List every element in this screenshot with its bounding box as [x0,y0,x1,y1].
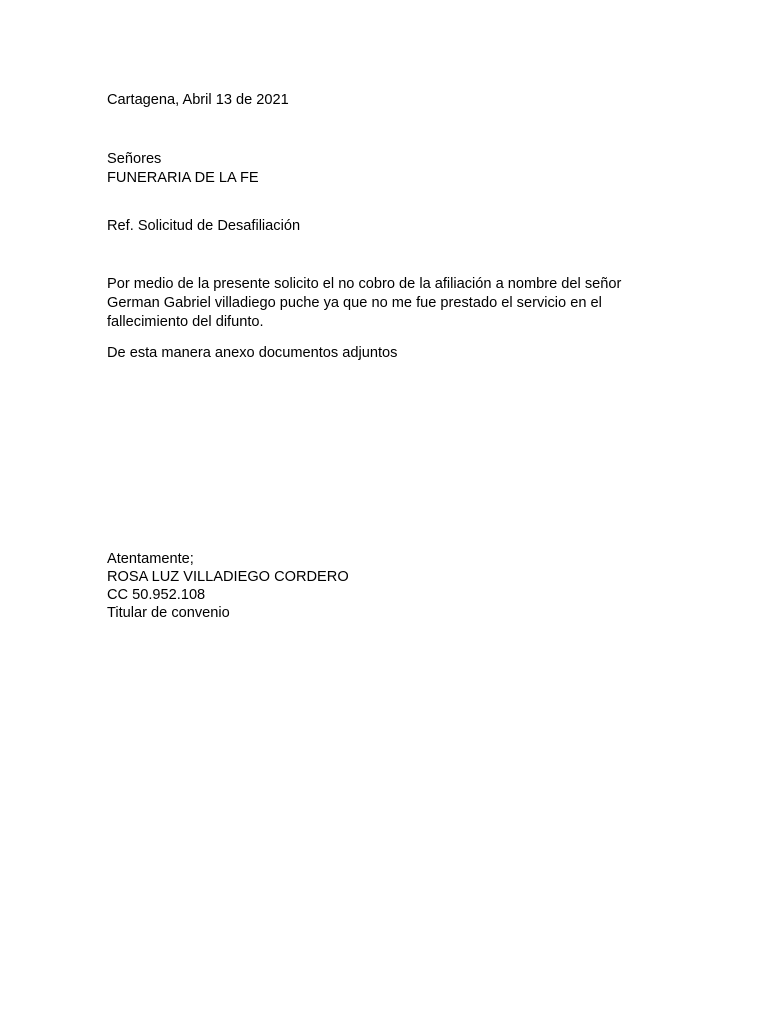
body-paragraph-2: De esta manera anexo documentos adjuntos [107,345,398,361]
body-paragraph-1-line: German Gabriel villadiego puche ya que no me fue prestado el servicio en el [107,295,602,311]
recipient-name: FUNERARIA DE LA FE [107,170,259,186]
place-date: Cartagena, Abril 13 de 2021 [107,92,289,108]
body-paragraph-1-line: fallecimiento del difunto. [107,314,264,330]
closing-valediction: Atentamente; [107,551,194,567]
body-paragraph-1-line: Por medio de la presente solicito el no cobro de la afiliación a nombre del señor [107,276,622,292]
reference-line: Ref. Solicitud de Desafiliación [107,218,301,234]
signer-role: Titular de convenio [107,605,230,621]
body-paragraph-1 [107,275,667,332]
signer-id-number: CC 50.952.108 [107,587,206,603]
recipient-salutation: Señores [107,151,162,167]
signer-name: ROSA LUZ VILLADIEGO CORDERO [107,569,349,585]
